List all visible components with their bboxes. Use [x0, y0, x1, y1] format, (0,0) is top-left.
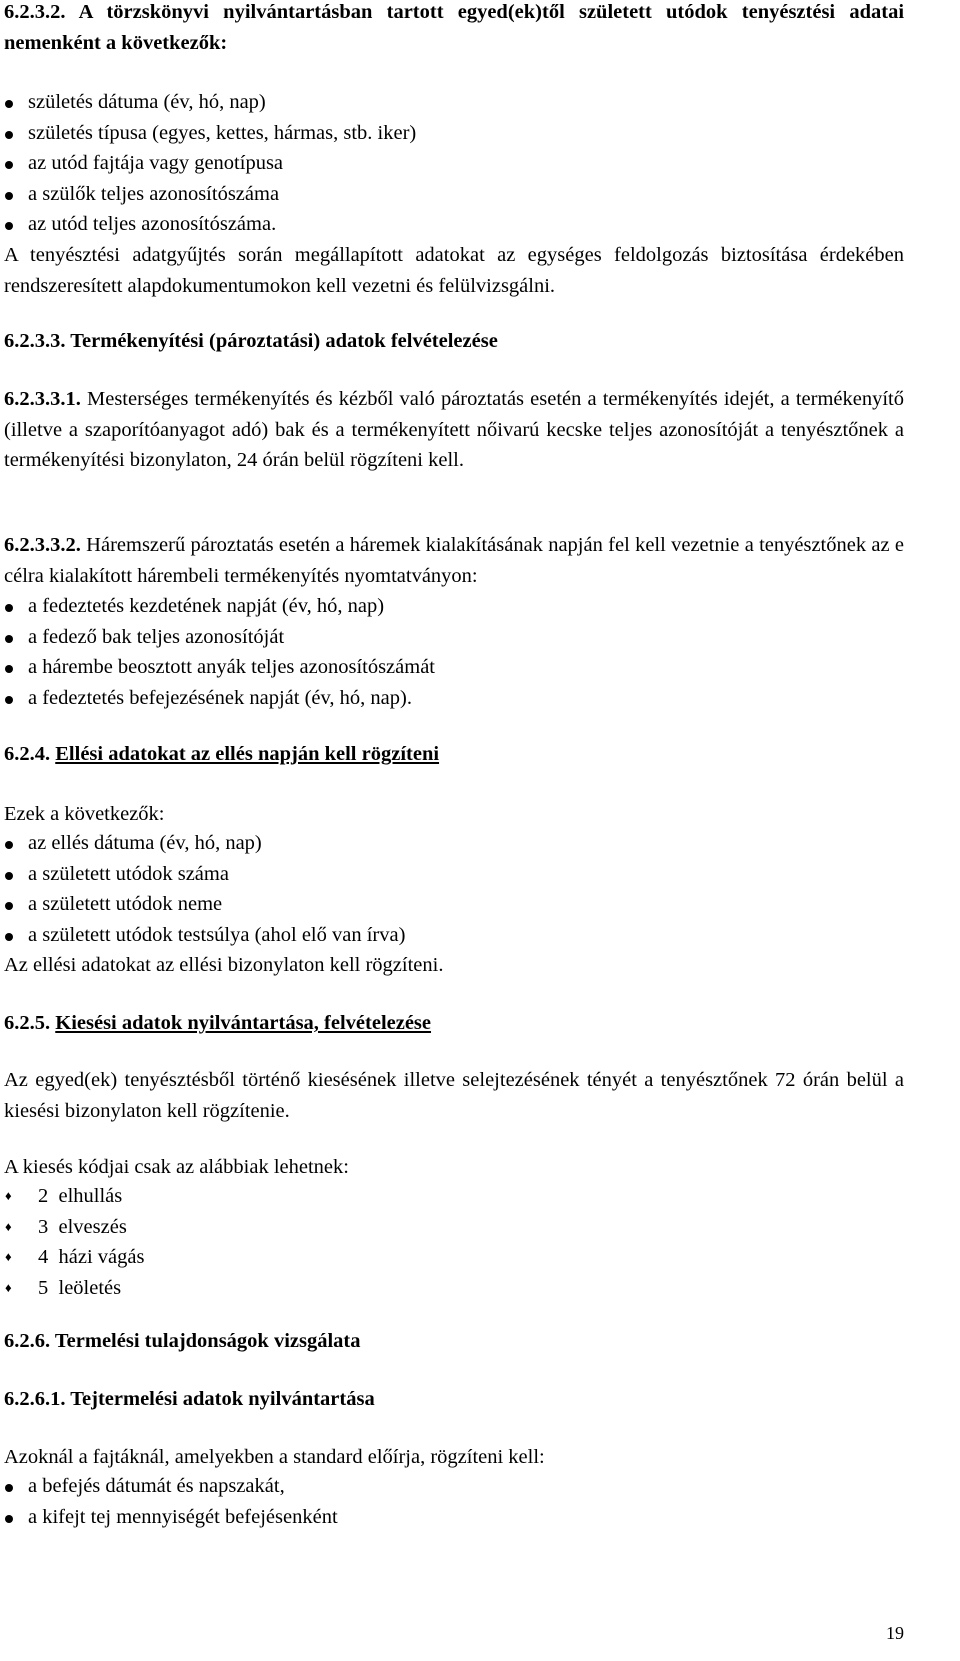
list-item: az utód fajtája vagy genotípusa — [4, 148, 904, 179]
outro-text: Az ellési adatokat az ellési bizonylaton kell rögzíteni. — [4, 954, 444, 976]
bullet-icon — [5, 841, 13, 849]
diamond-bullet-icon: ♦ — [5, 1188, 12, 1203]
list-item: a fedeztetés befejezésének napját (év, hó, nap). — [4, 683, 904, 714]
bullet-icon — [5, 933, 13, 941]
list-item: a befejés dátumát és napszakát, — [4, 1471, 904, 1502]
bullet-icon — [5, 161, 13, 169]
section-number: 6.2.3.3.2. — [4, 534, 81, 556]
intro-text: Ezek a következők: — [4, 803, 165, 825]
list-item: az utód teljes azonosítószáma. — [4, 209, 904, 240]
list-item: a született utódok száma — [4, 859, 904, 890]
diamond-bullet-icon: ♦ — [5, 1218, 12, 1234]
bullet-icon — [5, 1515, 13, 1523]
section-title: A törzskönyvi nyilvántartásban tartott egyed(ek)től született utódok tenyésztési adatai nemenként a következők: — [4, 1, 905, 54]
diamond-bullet-icon: ♦ — [5, 1279, 12, 1295]
list-item: születés dátuma (év, hó, nap) — [4, 87, 904, 118]
bullet-icon — [5, 192, 13, 200]
section-number: 6.2.3.3.1. — [4, 388, 81, 410]
calving-list — [4, 828, 904, 950]
list-item: a fedeztetés kezdetének napját (év, hó, nap) — [4, 591, 904, 622]
bullet-icon — [5, 222, 13, 230]
intro-text: A kiesés kódjai csak az alábbiak lehetnek: — [4, 1156, 349, 1178]
page-number: 19 — [886, 1623, 904, 1643]
bullet-icon — [5, 131, 13, 139]
list-item: születés típusa (egyes, kettes, hármas, stb. iker) — [4, 118, 904, 149]
heading-6-2-6: 6.2.6. Termelési tulajdonságok vizsgálata — [4, 1330, 361, 1352]
list-item: a kifejt tej mennyiségét befejésenként — [4, 1502, 904, 1533]
milking-list — [4, 1471, 904, 1532]
paragraph-6-2-3-3-2: 6.2.3.3.2. Háremszerű pároztatás esetén a háremek kialakításának napján fel kell vezetnie a tenyésztőnek az e célra kialakított hárembeli termékenyítés nyomtatványon: — [4, 534, 904, 587]
paragraph-6-2-3-3-1: 6.2.3.3.1. Mesterséges termékenyítés és kézből való pároztatás esetén a termékenyítés idejét, a termékenyítő (illetve a szaporítóanyagot adó) bak és a termékenyített nőivarú kecske teljes azonosítóját a tenyésztőnek a termékenyítési bizonylaton, 24 órán belül rögzíteni kell. — [4, 388, 904, 471]
section-number: 6.2.3.2. — [4, 1, 66, 23]
bullet-icon — [5, 696, 13, 704]
bullet-icon — [5, 604, 13, 612]
harem-list — [4, 591, 904, 713]
list-item: ♦ 2 elhullás — [4, 1181, 904, 1212]
paragraph-data-collection: A tenyésztési adatgyűjtés során megállapított adatokat az egységes feldolgozás biztosítása érdekében rendszeresített alapdokumentumokon kell vezetni és felülvizsgálni. — [4, 244, 904, 297]
list-item: ♦ 3 elveszés — [4, 1212, 904, 1243]
heading-6-2-3-2 — [4, 0, 904, 58]
bullet-icon — [5, 872, 13, 880]
bullet-icon — [5, 1484, 13, 1492]
list-item: ♦ 4 házi vágás — [4, 1242, 904, 1273]
bullet-icon — [5, 665, 13, 673]
list-item: ♦ 5 leöletés — [4, 1273, 904, 1304]
list-item: a hárembe beosztott anyák teljes azonosítószámát — [4, 652, 904, 683]
heading-6-2-4: 6.2.4. Ellési adatokat az ellés napján kell rögzíteni — [4, 743, 440, 765]
birth-data-list — [4, 87, 904, 240]
list-item: a született utódok neme — [4, 889, 904, 920]
paragraph-culling: Az egyed(ek) tenyésztésből történő kiesésének illetve selejtezésének tényét a tenyésztőnek 72 órán belül a kiesési bizonylaton kell rögzítenie. — [4, 1069, 904, 1122]
culling-codes-list — [4, 1181, 904, 1303]
bullet-icon — [5, 635, 13, 643]
list-item: az ellés dátuma (év, hó, nap) — [4, 828, 904, 859]
list-item: a született utódok testsúlya (ahol elő van írva) — [4, 920, 904, 951]
heading-6-2-6-1: 6.2.6.1. Tejtermelési adatok nyilvántartása — [4, 1388, 375, 1410]
list-item: a fedező bak teljes azonosítóját — [4, 622, 904, 653]
bullet-icon — [5, 902, 13, 910]
heading-6-2-5: 6.2.5. Kiesési adatok nyilvántartása, felvételezése — [4, 1012, 432, 1034]
list-item: a szülők teljes azonosítószáma — [4, 179, 904, 210]
bullet-icon — [5, 100, 13, 108]
heading-6-2-3-3: 6.2.3.3. Termékenyítési (pároztatási) adatok felvételezése — [4, 330, 498, 352]
diamond-bullet-icon: ♦ — [5, 1249, 12, 1264]
intro-text: Azoknál a fajtáknál, amelyekben a standard előírja, rögzíteni kell: — [4, 1446, 545, 1468]
